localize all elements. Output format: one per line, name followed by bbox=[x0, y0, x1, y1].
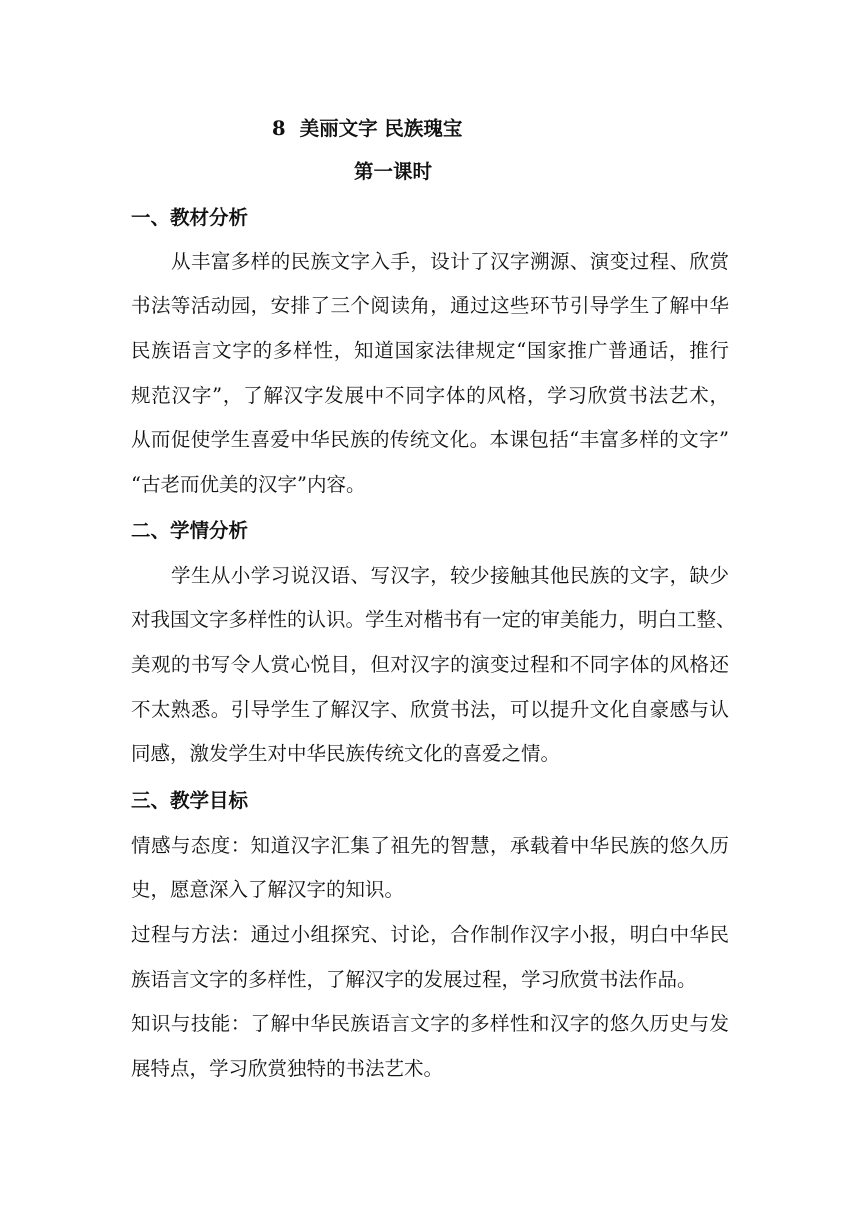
goal-line: 史，愿意深入了解汉字的知识。 bbox=[131, 878, 405, 901]
goal-line: 情感与态度：知道汉字汇集了祖先的智慧，承载着中华民族的悠久历 bbox=[131, 834, 729, 857]
paragraph-line: 美观的书写令人赏心悦目，但对汉字的演变过程和不同字体的风格还 bbox=[131, 653, 729, 676]
paragraph-line: 学生从小学习说汉语、写汉字，较少接触其他民族的文字，缺少 bbox=[171, 564, 729, 587]
lesson-title-text: 美丽文字 民族瑰宝 bbox=[299, 117, 463, 140]
lesson-subtitle: 第一课时 bbox=[354, 160, 433, 183]
paragraph-line: 不太熟悉。引导学生了解汉字、欣赏书法，可以提升文化自豪感与认 bbox=[131, 698, 729, 721]
paragraph-line: 同感，激发学生对中华民族传统文化的喜爱之情。 bbox=[131, 742, 561, 765]
paragraph-line: 书法等活动园，安排了三个阅读角，通过这些环节引导学生了解中华 bbox=[131, 294, 729, 317]
paragraph-line: 规范汉字”，了解汉字发展中不同字体的风格，学习欣赏书法艺术， bbox=[131, 384, 729, 407]
goal-line: 过程与方法：通过小组探究、讨论，合作制作汉字小报，明白中华民 bbox=[131, 923, 729, 946]
paragraph-line: 从而促使学生喜爱中华民族的传统文化。本课包括“丰富多样的文字” bbox=[131, 428, 729, 451]
goal-line: 族语言文字的多样性，了解汉字的发展过程，学习欣赏书法作品。 bbox=[131, 968, 697, 991]
paragraph-line: 对我国文字多样性的认识。学生对楷书有一定的审美能力，明白工整、 bbox=[131, 608, 736, 631]
goal-line: 展特点，学习欣赏独特的书法艺术。 bbox=[131, 1057, 444, 1080]
section-heading: 三、教学目标 bbox=[131, 789, 249, 812]
lesson-title bbox=[272, 115, 462, 143]
section-heading: 一、教材分析 bbox=[131, 206, 249, 229]
lesson-number: 8 bbox=[272, 117, 286, 140]
paragraph-line: 从丰富多样的民族文字入手，设计了汉字溯源、演变过程、欣赏 bbox=[171, 250, 729, 273]
section-heading: 二、学情分析 bbox=[131, 519, 249, 542]
paragraph-line: 民族语言文字的多样性，知道国家法律规定“国家推广普通话，推行 bbox=[131, 339, 729, 362]
goal-line: 知识与技能：了解中华民族语言文字的多样性和汉字的悠久历史与发 bbox=[131, 1012, 729, 1035]
paragraph-line: “古老而优美的汉字”内容。 bbox=[131, 473, 366, 496]
